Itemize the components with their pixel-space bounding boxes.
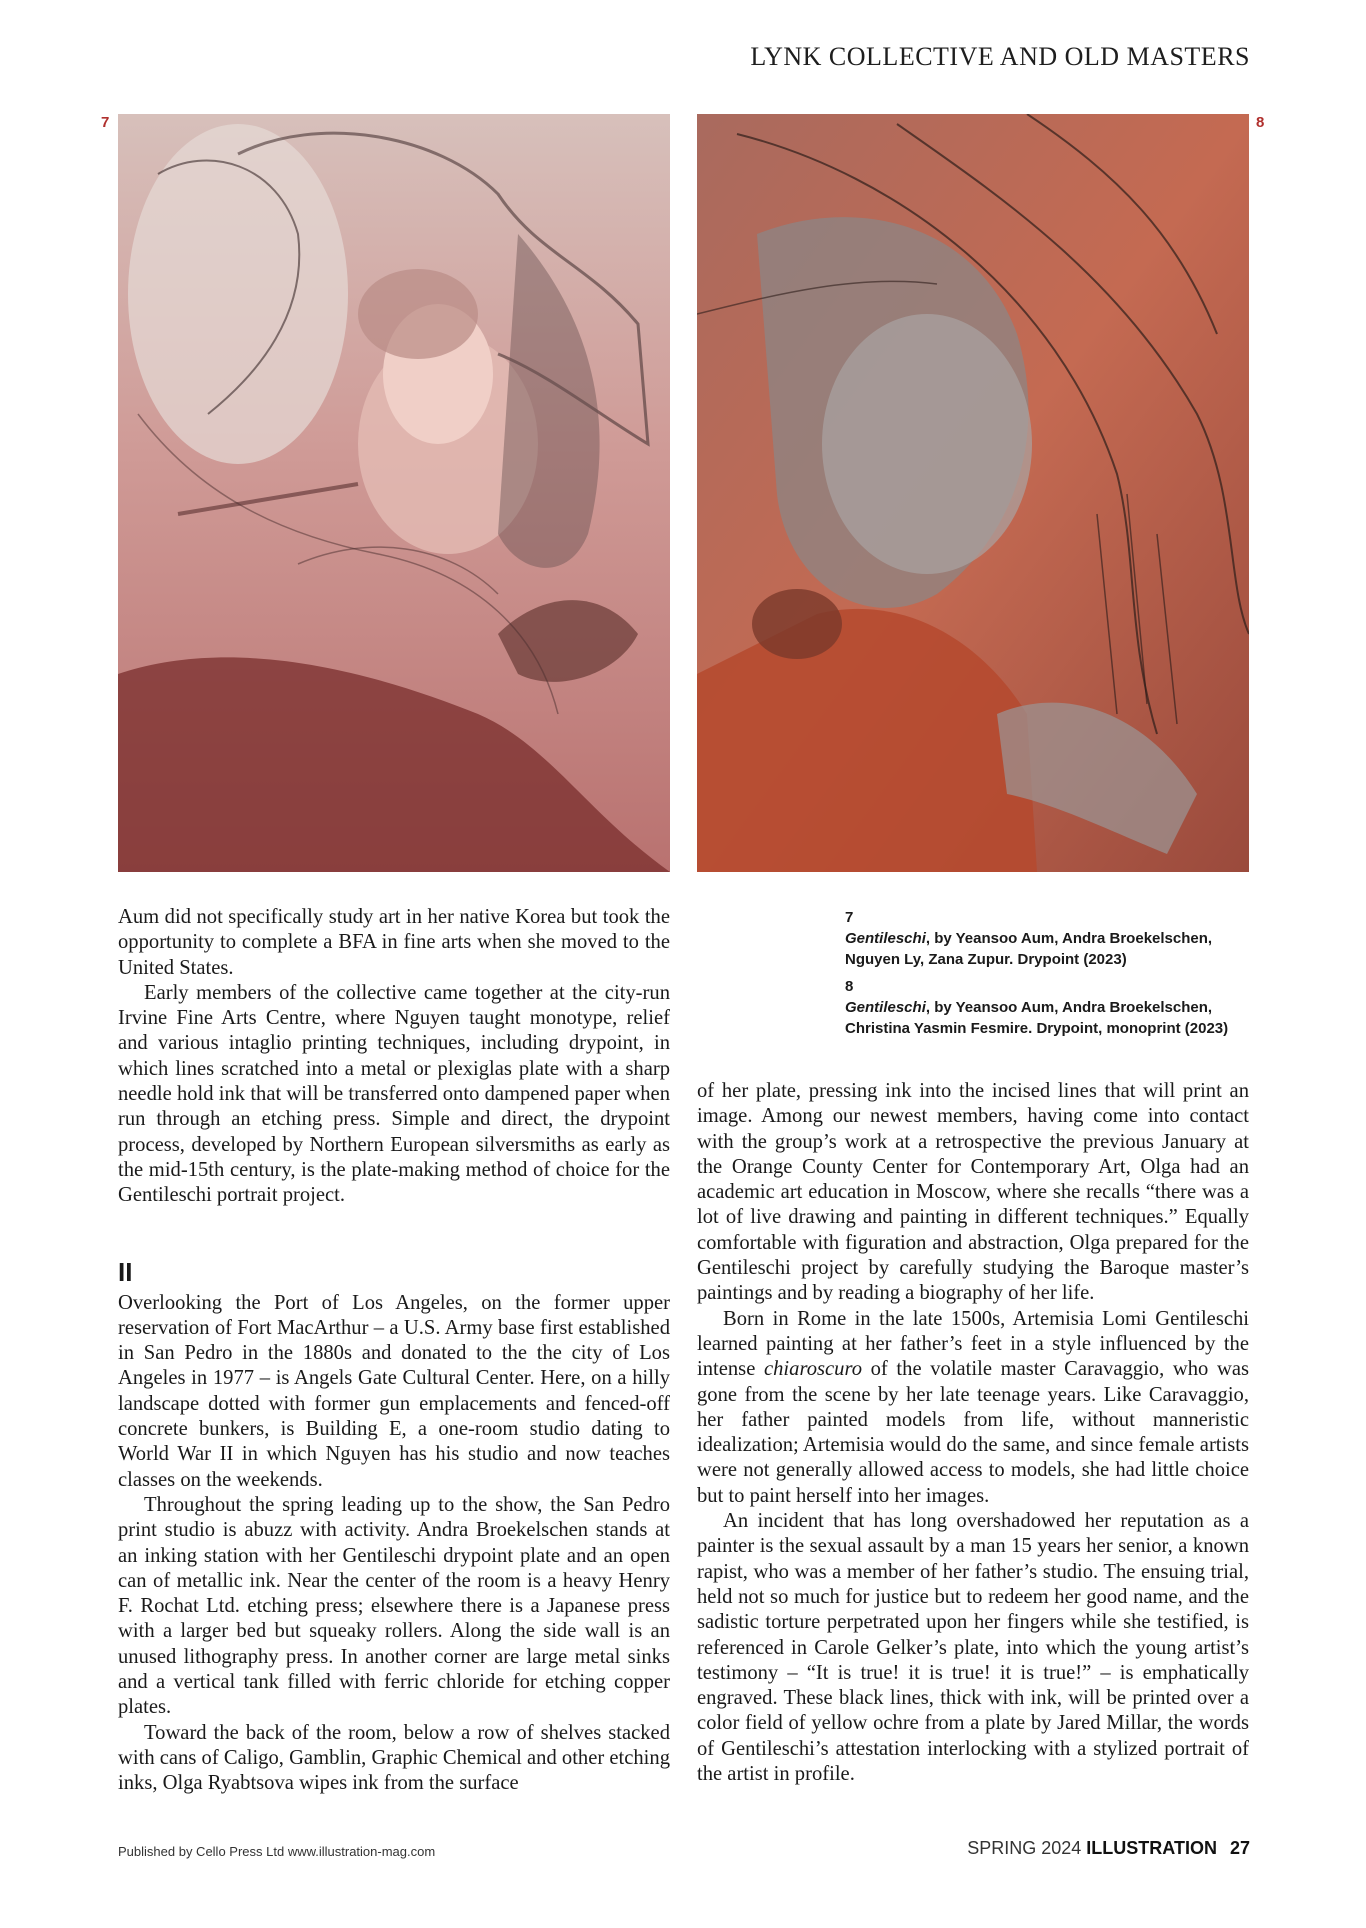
right-paragraph: of her plate, pressing ink into the incised lines that will print an image. Among our newest members, having come into contact with the group’s work at a retrospective the previous January at the Orange County Center for Contemporary Art, Olga had an academic art education in Moscow, where she recalls “there was a lot of live drawing and painting in different techniques.” Equally comfortable with figuration and abstraction, Olga prepared for the Gentileschi project by carefully studying the Baroque master’s paintings and by reading a biography of her life.: [697, 1080, 1249, 1305]
right-paragraph-part: of the volatile master Caravaggio, who was gone from the scene by her late teenage years. Like Caravaggio, her father painted models from life, without manneristic idealization; Artemisia would do the same, and since female artists were not generally allowed access to models, she had little choice but to paint herself into her images.: [697, 1358, 1250, 1507]
figure-captions: [845, 907, 1265, 1039]
issue-label: SPRING 2024: [967, 1838, 1082, 1858]
magazine-name: ILLUSTRATION: [1086, 1838, 1217, 1858]
folio: [967, 1838, 1250, 1859]
right-paragraph: [697, 1307, 1249, 1509]
caption-7-number: 7: [845, 909, 854, 926]
left-paragraph: Toward the back of the room, below a row of shelves stacked with cans of Caligo, Gamblin, Graphic Chemical and other etching inks, Olga Ryabtsova wipes ink from the surface: [118, 1721, 670, 1795]
left-paragraph: Aum did not specifically study art in her native Korea but took the opportunity to complete a BFA in fine arts when she moved to the United States.: [118, 906, 670, 979]
artwork-figure-8: [697, 114, 1249, 872]
right-paragraph-part: Born in Rome in the late 1500s, Artemisia Lomi Gentileschi learned painting at her father’s feet in a style influenced by the intense: [697, 1307, 1249, 1381]
caption-8-title: Gentileschi: [845, 999, 926, 1016]
page-number: 27: [1229, 1838, 1250, 1858]
caption-8-text: , by Yeansoo Aum, Andra Broekelschen, Christina Yasmin Fesmire. Drypoint, monoprint (2023): [845, 999, 1229, 1037]
figure-8-number: 8: [1256, 114, 1265, 131]
left-text-column: [118, 905, 670, 1797]
right-paragraph: An incident that has long overshadowed her reputation as a painter is the sexual assault by a man 15 years her senior, a known rapist, who was a member of her father’s studio. The ensuing trial, held not so much for justice but to redeem her good name, and the sadistic torture perpetrated upon her fingers while she testified, is referenced in Carole Gelker’s plate, into which the young artist’s testimony – “It is true! it is true! it is true!” – is emphatically engraved. These black lines, thick with ink, will be printed over a color field of yellow ochre from a plate by Jared Millar, the words of Gentileschi’s attestation interlocking with a stylized portrait of the artist in profile.: [697, 1510, 1249, 1786]
caption-7: [845, 907, 1265, 970]
left-paragraph: Overlooking the Port of Los Angeles, on the former upper reservation of Fort MacArthur – a U.S. Army base first established in San Pedro in the 1880s and donated to the the city of Los Angeles in 1977 – is Angels Gate Cultural Center. Here, on a hilly landscape dotted with former gun emplacements and fenced-off concrete bunkers, is Building E, a one-room studio dating to World War II in which Nguyen has his studio and now teaches classes on the weekends.: [118, 1291, 670, 1491]
caption-8-number: 8: [845, 978, 854, 995]
emphasis-term: chiaroscuro: [763, 1358, 862, 1381]
publisher-footer: Published by Cello Press Ltd www.illustration-mag.com: [118, 1844, 436, 1859]
section-heading: II: [118, 1256, 133, 1287]
running-header: LYNK COLLECTIVE AND OLD MASTERS: [750, 42, 1250, 71]
left-paragraph: Early members of the collective came together at the city-run Irvine Fine Arts Centre, where Nguyen taught monotype, relief and various intaglio printing techniques, including drypoint, in which lines scratched into a metal or plexiglas plate with a sharp needle hold ink that will be transferred onto dampened paper when run through an etching press. Simple and direct, the drypoint process, developed by Northern European silversmiths as early as the mid-15th century, is the plate-making method of choice for the Gentileschi portrait project.: [118, 981, 670, 1207]
right-text-column: [697, 1079, 1249, 1787]
caption-8: [845, 976, 1265, 1039]
caption-7-text: , by Yeansoo Aum, Andra Broekelschen, Nguyen Ly, Zana Zupur. Drypoint (2023): [845, 930, 1213, 968]
left-paragraph: Throughout the spring leading up to the show, the San Pedro print studio is abuzz with activity. Andra Broekelschen stands at an inking station with her Gentileschi drypoint plate and an open can of metallic ink. Near the center of the room is a heavy Henry F. Rochat Ltd. etching press; elsewhere there is a Japanese press with a larger bed but squeaky rollers. Along the side wall is an unused lithography press. In another corner are large metal sinks and a vertical tank filled with ferric chloride for etching copper plates.: [118, 1493, 670, 1719]
figure-7-number: 7: [101, 114, 110, 131]
caption-7-title: Gentileschi: [845, 930, 926, 947]
artwork-figure-7: [118, 114, 670, 872]
